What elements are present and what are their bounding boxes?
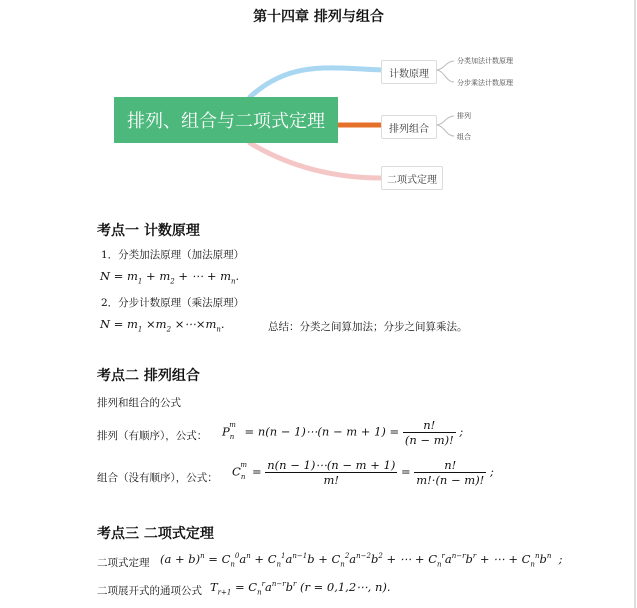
summary-text: 总结：分类之间算加法；分步之间算乘法。 xyxy=(268,321,468,333)
branch-binomial-theorem: 二项式定理 xyxy=(381,166,443,190)
permutation-formula: $P_n^m = n(n$ − 1)⋯(n − m + 1) = $\frac{n!}{(n - m)!}$ ; xyxy=(222,418,464,447)
addition-principle-heading: 1．分类加法原理（加法原理） xyxy=(101,249,245,261)
branch-permutation-combination: 排列组合 xyxy=(381,115,437,139)
section-3-title: 考点三 二项式定理 xyxy=(97,526,214,542)
combination-formula: $C_n^m$ = $\frac{n(n - 1)\cdots(n - m + 1)}{m!}$ = $\frac{n!}{m!\cdot(n - m)!}$ ; xyxy=(232,458,494,487)
binomial-formula: $(a + b)^n = C_n^0a^n + C_n^1a^{n-1}b + C_n^2a^{n-2}b^2$ + ⋯ + $C_n^ra^{n-r}b^r$ + ⋯ + $C_n^nb^n$ ; xyxy=(160,552,563,569)
section-1-title: 考点一 计数原理 xyxy=(97,223,200,239)
branch-counting-principle: 计数原理 xyxy=(381,60,437,84)
leaf-connector xyxy=(436,61,454,70)
mind-map xyxy=(100,40,530,205)
leaf-addition-principle: 分类加法计数原理 xyxy=(457,57,513,65)
leaf-connector xyxy=(436,125,454,136)
permutation-fraction: $\frac{n!}{(n - m)!}$ xyxy=(404,418,454,447)
binomial-theorem-label: 二项式定理 xyxy=(97,557,150,569)
combination-label: 组合（没有顺序），公式： xyxy=(97,472,218,484)
multiplication-principle-heading: 2．分步计数原理（乘法原理） xyxy=(101,297,245,309)
permutation-label: 排列（有顺序），公式： xyxy=(97,430,208,442)
formula-intro: 排列和组合的公式 xyxy=(97,397,181,409)
leaf-connector xyxy=(436,116,454,125)
connector-binomial xyxy=(250,143,382,178)
page-edge xyxy=(634,0,636,608)
multiplication-formula: $N = m_1 \times m_2$ $\times\cdots\times m_n$. xyxy=(100,317,225,334)
combination-fraction-1: $\frac{n(n - 1)\cdots(n - m + 1)}{m!}$ xyxy=(267,458,396,487)
connector-counting xyxy=(250,68,382,97)
leaf-multiplication-principle: 分步乘法计数原理 xyxy=(457,79,513,87)
section-2-title: 考点二 排列组合 xyxy=(97,368,200,384)
general-term-label: 二项展开式的通项公式 xyxy=(97,585,202,597)
general-term-formula: $T_{r+1} = C_n^ra^{n-r}b^r$ (r = 0,1,2⋯, n). xyxy=(210,580,391,597)
chapter-title: 第十四章 排列与组合 xyxy=(253,9,384,25)
leaf-permutation: 排列 xyxy=(457,112,471,120)
addition-formula: $N = m_1 + m_2$ + ⋯ + $m_n$. xyxy=(100,269,240,286)
leaf-combination: 组合 xyxy=(457,133,471,141)
combination-fraction-2: $\frac{n!}{m!\cdot(n - m)!}$ xyxy=(416,458,485,487)
leaf-connector xyxy=(436,70,454,82)
central-topic: 排列、组合与二项式定理 xyxy=(114,97,338,143)
